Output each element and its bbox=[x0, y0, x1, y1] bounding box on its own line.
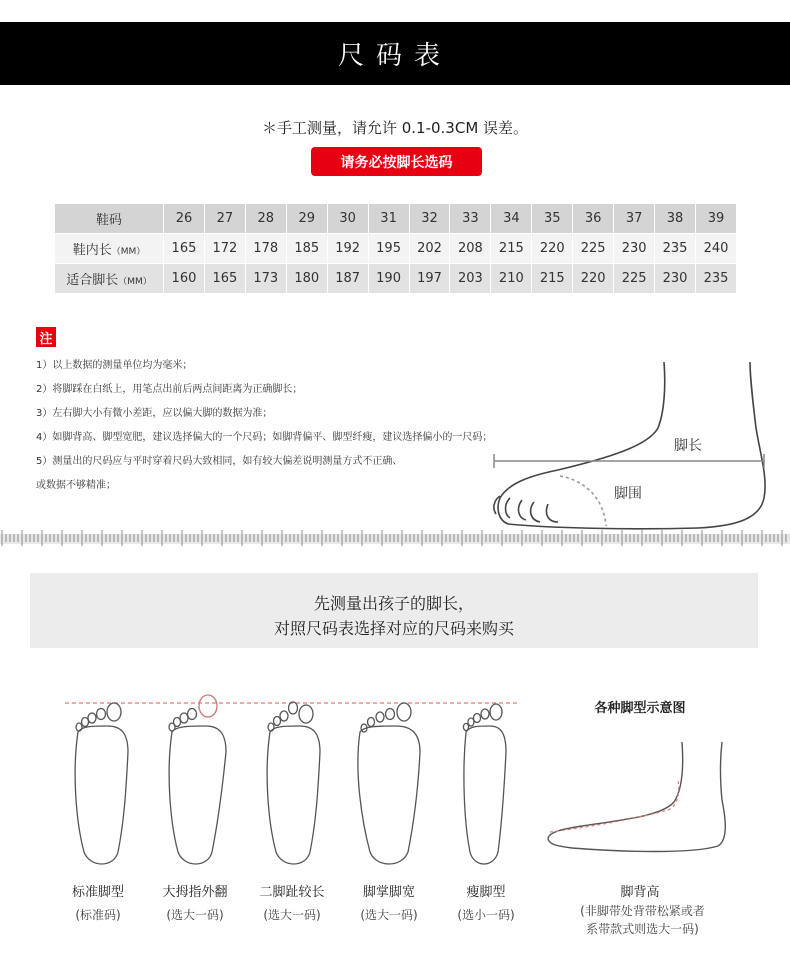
shoe-size-cell: 37 bbox=[614, 204, 655, 234]
unit-label: （MM） bbox=[111, 247, 146, 257]
foot-types-illustration bbox=[60, 692, 530, 872]
foot-outline-standard bbox=[75, 703, 128, 864]
note-badge: 注 bbox=[36, 327, 56, 347]
inner-length-cell: 202 bbox=[409, 234, 450, 264]
ruler-strip bbox=[0, 527, 790, 549]
shoe-size-cell: 27 bbox=[204, 204, 245, 234]
high-instep-advice-line2: 系带款式则选大一码) bbox=[586, 922, 699, 936]
high-instep-advice-line1: (非脚带处背带松紧或者 bbox=[580, 904, 705, 918]
fit-length-cell: 187 bbox=[327, 264, 368, 294]
foot-type-advice: (选大一码) bbox=[166, 908, 224, 922]
row-label-text: 鞋内长 bbox=[72, 243, 112, 258]
foot-type-name: 脚掌脚宽 bbox=[362, 885, 415, 900]
measure-instruction-line1: 先测量出孩子的脚长， bbox=[313, 594, 474, 613]
foot-type-advice: (标准码) bbox=[75, 908, 121, 922]
row-label-text: 适合脚长 bbox=[66, 273, 119, 288]
foot-outline-bunion bbox=[169, 695, 226, 864]
foot-type-standard bbox=[48, 881, 148, 923]
shoe-size-cell: 39 bbox=[695, 204, 736, 234]
fit-length-cell: 225 bbox=[614, 264, 655, 294]
fit-length-cell: 160 bbox=[164, 264, 205, 294]
foot-type-long-second-toe bbox=[242, 881, 342, 923]
foot-type-name: 大拇指外翻 bbox=[162, 885, 228, 900]
shoe-size-cell: 31 bbox=[368, 204, 409, 234]
shoe-size-cell: 33 bbox=[450, 204, 491, 234]
foot-type-name: 瘦脚型 bbox=[466, 885, 506, 900]
inner-length-cell: 215 bbox=[491, 234, 532, 264]
inner-length-cell: 165 bbox=[164, 234, 205, 264]
shoe-size-cell: 26 bbox=[164, 204, 205, 234]
foot-measure-illustration bbox=[488, 358, 778, 538]
foot-outline-long-second-toe bbox=[267, 702, 320, 864]
inner-length-cell: 192 bbox=[327, 234, 368, 264]
header-bar bbox=[0, 22, 790, 85]
fit-length-cell: 220 bbox=[573, 264, 614, 294]
fit-length-cell: 197 bbox=[409, 264, 450, 294]
shoe-size-cell: 32 bbox=[409, 204, 450, 234]
foot-outline-slim bbox=[463, 704, 506, 864]
foot-type-high-instep bbox=[580, 881, 700, 900]
fit-length-cell: 203 bbox=[450, 264, 491, 294]
inner-length-cell: 178 bbox=[245, 234, 286, 264]
shoe-size-cell: 29 bbox=[286, 204, 327, 234]
fit-length-cell: 173 bbox=[245, 264, 286, 294]
inner-length-cell: 225 bbox=[573, 234, 614, 264]
shoe-size-cell: 38 bbox=[655, 204, 696, 234]
fit-length-cell: 210 bbox=[491, 264, 532, 294]
size-row-fit-foot-length bbox=[55, 264, 737, 294]
foot-type-bunion bbox=[145, 881, 245, 923]
note-item: 或数据不够精准； bbox=[36, 480, 116, 491]
high-instep-advice bbox=[560, 902, 725, 938]
foot-types-title: 各种脚型示意图 bbox=[594, 701, 686, 716]
page-title: 尺码表 bbox=[337, 41, 452, 71]
inner-length-cell: 172 bbox=[204, 234, 245, 264]
note-item: 2）将脚踩在白纸上，用笔点出前后两点间距离为正确脚长； bbox=[36, 384, 303, 395]
foot-type-advice: (选大一码) bbox=[263, 908, 321, 922]
fit-length-cell: 165 bbox=[204, 264, 245, 294]
inner-length-cell: 240 bbox=[695, 234, 736, 264]
foot-length-label: 脚长 bbox=[674, 438, 702, 454]
inner-length-cell: 195 bbox=[368, 234, 409, 264]
foot-type-name: 标准脚型 bbox=[71, 885, 124, 900]
choose-by-length-badge: 请务必按脚长选码 bbox=[311, 147, 482, 176]
foot-type-name: 二脚趾较长 bbox=[259, 885, 325, 900]
inner-length-cell: 220 bbox=[532, 234, 573, 264]
row-label-fit-foot-length bbox=[55, 264, 164, 294]
inner-length-cell: 185 bbox=[286, 234, 327, 264]
measure-instruction-line2: 对照尺码表选择对应的尺码来购买 bbox=[273, 619, 514, 638]
inner-length-cell: 208 bbox=[450, 234, 491, 264]
note-item: 5）测量出的尺码应与平时穿着尺码大致相同，如有较大偏差说明测量方式不正确、 bbox=[36, 456, 403, 467]
tolerance-notice: ＊手工测量，请允许 0.1-0.3CM 误差。 bbox=[261, 119, 529, 137]
foot-type-advice: (选小一码) bbox=[457, 908, 515, 922]
shoe-size-cell: 28 bbox=[245, 204, 286, 234]
row-label-shoe-size: 鞋码 bbox=[55, 204, 164, 234]
high-instep-illustration bbox=[542, 740, 742, 860]
note-item: 1）以上数据的测量单位均为毫米； bbox=[36, 360, 193, 371]
unit-label: （MM） bbox=[118, 277, 152, 287]
inner-length-cell: 230 bbox=[614, 234, 655, 264]
shoe-size-cell: 30 bbox=[327, 204, 368, 234]
foot-type-advice: (选大一码) bbox=[360, 908, 418, 922]
foot-type-slim bbox=[436, 881, 536, 923]
note-item: 3）左右脚大小有微小差距，应以偏大脚的数据为准； bbox=[36, 408, 273, 419]
size-row-shoe-size bbox=[55, 204, 737, 234]
foot-type-name: 脚背高 bbox=[620, 885, 660, 900]
foot-outline-wide bbox=[358, 703, 420, 864]
measure-instruction-band bbox=[30, 573, 758, 648]
size-table bbox=[54, 203, 737, 294]
foot-type-wide bbox=[339, 881, 439, 923]
note-item: 4）如脚背高、脚型宽肥，建议选择偏大的一个尺码；如脚背偏平、脚型纤瘦，建议选择偏小的一尺码； bbox=[36, 432, 493, 443]
foot-girth-label: 脚围 bbox=[614, 486, 642, 502]
fit-length-cell: 215 bbox=[532, 264, 573, 294]
fit-length-cell: 230 bbox=[655, 264, 696, 294]
fit-length-cell: 235 bbox=[695, 264, 736, 294]
fit-length-cell: 190 bbox=[368, 264, 409, 294]
shoe-size-cell: 34 bbox=[491, 204, 532, 234]
shoe-size-cell: 36 bbox=[573, 204, 614, 234]
size-row-inner-length bbox=[55, 234, 737, 264]
row-label-inner-length bbox=[55, 234, 164, 264]
shoe-size-cell: 35 bbox=[532, 204, 573, 234]
inner-length-cell: 235 bbox=[655, 234, 696, 264]
fit-length-cell: 180 bbox=[286, 264, 327, 294]
